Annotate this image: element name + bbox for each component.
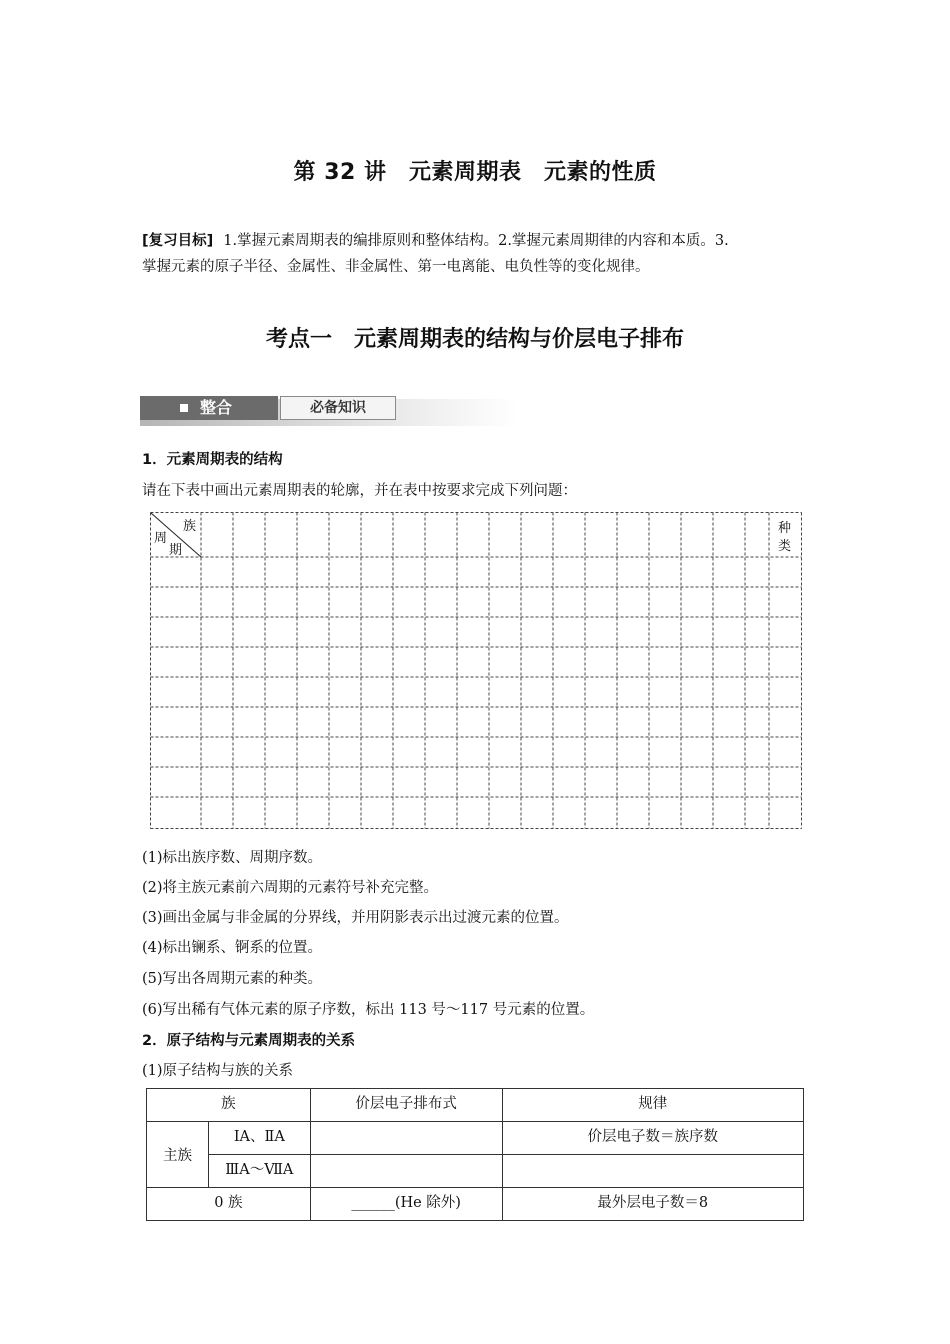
structure-group-table — [146, 1088, 804, 1221]
label-kind2: 类 — [778, 539, 792, 554]
section1-heading: 1．元素周期表的结构 — [142, 452, 283, 468]
table-row — [147, 1122, 804, 1155]
periodic-grid — [150, 512, 802, 834]
banner-dark — [140, 396, 278, 420]
review-goals — [142, 228, 814, 280]
task-2: (2)将主族元素前六周期的元素符号补充完整。 — [142, 880, 439, 896]
row3-rule: 最外层电子数＝8 — [502, 1188, 803, 1221]
table-row — [147, 1188, 804, 1221]
review-line2: 掌握元素的原子半径、金属性、非金属性、第一电离能、电负性等的变化规律。 — [142, 259, 650, 275]
row2-group: ⅢA～ⅦA — [208, 1155, 310, 1188]
lecture-title: 第 32 讲 元素周期表 元素的性质 — [293, 160, 657, 185]
main-group-cell: 主族 — [147, 1122, 209, 1188]
task-4: (4)标出镧系、锕系的位置。 — [142, 940, 323, 956]
review-tag: [复习目标] — [142, 233, 214, 249]
kaodian-title: 考点一 元素周期表的结构与价层电子排布 — [265, 327, 684, 352]
header-group: 族 — [147, 1089, 311, 1122]
task-3: (3)画出金属与非金属的分界线，并用阴影表示出过渡元素的位置。 — [142, 910, 569, 926]
row3-group: 0 族 — [147, 1188, 311, 1221]
section1-instruction: 请在下表中画出元素周期表的轮廓，并在表中按要求完成下列问题： — [142, 483, 577, 499]
task-6: (6)写出稀有气体元素的原子序数，标出 113 号～117 号元素的位置。 — [142, 1002, 595, 1018]
row1-group: ⅠA、ⅡA — [208, 1122, 310, 1155]
banner-light: 必备知识 — [280, 396, 396, 420]
section2-sub: (1)原子结构与族的关系 — [142, 1063, 294, 1079]
header-rule: 规律 — [502, 1089, 803, 1122]
label-group: 族 — [183, 519, 197, 534]
periodic-grid-svg — [150, 512, 802, 830]
square-icon — [180, 404, 188, 412]
row1-rule: 价层电子数＝族序数 — [502, 1122, 803, 1155]
section2-heading: 2．原子结构与元素周期表的关系 — [142, 1033, 356, 1049]
row1-config — [310, 1122, 502, 1155]
label-period: 周 — [154, 531, 168, 546]
label-period2: 期 — [169, 543, 183, 558]
table-row — [147, 1155, 804, 1188]
section-banner — [140, 396, 518, 426]
row2-config — [310, 1155, 502, 1188]
review-line1: 1.掌握元素周期表的编排原则和整体结构。2.掌握元素周期律的内容和本质。3. — [223, 233, 729, 249]
banner-dark-label: 整合 — [200, 398, 233, 417]
task-1: (1)标出族序数、周期序数。 — [142, 850, 323, 866]
row3-config: ______(He 除外) — [310, 1188, 502, 1221]
table-header-row — [147, 1089, 804, 1122]
header-config: 价层电子排布式 — [310, 1089, 502, 1122]
task-5: (5)写出各周期元素的种类。 — [142, 971, 323, 987]
row2-rule — [502, 1155, 803, 1188]
label-kind1: 种 — [778, 521, 792, 536]
grid-lines — [151, 513, 802, 829]
